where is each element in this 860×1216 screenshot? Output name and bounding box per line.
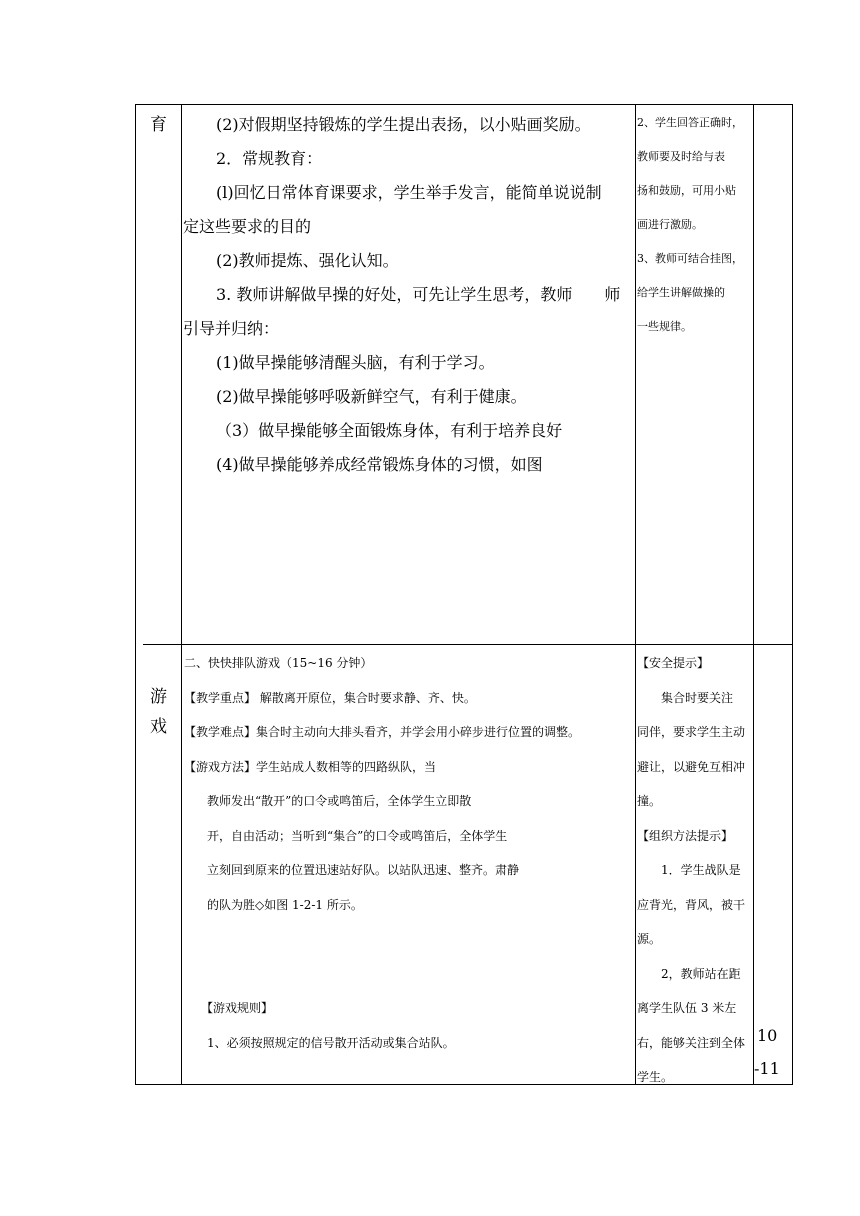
column-divider-content [635, 104, 636, 1085]
section2-line [184, 957, 635, 992]
section1-line: (2)对假期坚持锻炼的学生提出表扬，以小贴画奖励。 [216, 115, 591, 134]
section2-line: 【教学难点】集合时主动向大排头看齐，并学会用小碎步进行位置的调整。 [184, 725, 581, 739]
page-number-top: 10 [757, 1026, 778, 1045]
section2-line: 【游戏方法】学生站成人数相等的四路纵队，当 [184, 759, 437, 774]
section2-line: 【游戏规则】 [201, 1001, 274, 1015]
section2-note-line: 应背光，背风，被干 [637, 897, 746, 912]
section2-line: 教师发出“散开”的口令或鸣笛后，全体学生立即散 [207, 794, 472, 808]
section2-label-line: 戏 [150, 717, 167, 737]
table-right-border [792, 104, 793, 1085]
section1-line: (4)做早操能够养成经常锻炼身体的习惯，如图 [216, 455, 543, 474]
section2-content [184, 646, 635, 1060]
section2-note-line: 1．学生战队是 [661, 863, 741, 877]
section1-notes [637, 106, 753, 344]
section2-note-line: 2，教师站在距 [661, 966, 741, 981]
section2-note-line: 【组织方法提示】 [637, 828, 734, 843]
section1-line: （3）做早操能够全面锻炼身体，有利于培养良好 [216, 421, 563, 440]
section1-note-line: 画进行激励。 [637, 218, 703, 231]
table-left-border [135, 104, 136, 1085]
section1-note-line: 给学生讲解做操的 [637, 286, 725, 299]
section1-line: 3. 教师讲解做早操的好处，可先让学生思考，教师 师 [216, 285, 621, 304]
section1-content [183, 108, 635, 482]
column-divider-notes [753, 104, 754, 1085]
section1-line: (l)回忆日常体育课要求，学生举手发言，能简单说说制 [216, 183, 602, 202]
section1-line: (2)做早操能够呼吸新鲜空气，有利于健康。 [216, 387, 527, 406]
section1-note-line: 一些规律。 [637, 320, 692, 333]
row-divider [143, 644, 793, 645]
section2-line [184, 922, 635, 957]
section2-line: 【教学重点】 解散离开原位，集合时要求静、齐、快。 [184, 690, 476, 705]
section2-line: 的队为胜◇如图 1-2-1 所示。 [207, 897, 363, 912]
section2-line: 立刻回到原来的位置迅速站好队。以站队迅速、整齐。肃静 [207, 863, 520, 877]
section2-notes [637, 646, 753, 1095]
section1-label: 育 [150, 115, 167, 135]
section2-line: 开，自由活动；当听到“集合”的口令或鸣笛后，全体学生 [207, 828, 508, 843]
section2-label [150, 680, 167, 744]
section2-note-line: 学生。 [637, 1070, 674, 1084]
section1-note-line: 2、学生回答正确时， [637, 116, 743, 129]
section2-note-line: 同伴，要求学生主动 [637, 725, 746, 739]
section1-note-line: 扬和鼓励，可用小贴 [637, 184, 736, 197]
section1-note-line: 教师要及时给与表 [637, 150, 725, 163]
column-divider-label [181, 104, 182, 1085]
section2-note-line: 离学生队伍 3 米左 [637, 1001, 737, 1015]
section2-note-line: 【安全提示】 [637, 656, 710, 670]
section1-line: 2．常规教育： [216, 149, 323, 168]
section1-line: 定这些要求的目的 [183, 217, 312, 236]
section1-line: (2)教师提炼、强化认知。 [216, 251, 399, 270]
section2-note-line: 源。 [637, 932, 662, 946]
section1-line: 引导并归纳： [183, 319, 280, 338]
section1-line: (1)做早操能够清醒头脑，有利于学习。 [216, 353, 495, 372]
table-top-border [135, 104, 793, 105]
section2-note-line: 避让，以避免互相冲 [637, 759, 746, 774]
section1-note-line: 3、教师可结合挂图， [637, 252, 743, 265]
section2-note-line: 右，能够关注到全体 [637, 1035, 746, 1050]
section2-line: 二、快快排队游戏（15~16 分钟） [184, 656, 373, 670]
section2-line: 1、必须按照规定的信号散开活动或集合站队。 [207, 1035, 455, 1050]
section2-note-line: 撞。 [637, 794, 662, 808]
section2-note-line: 集合时要关注 [661, 690, 734, 705]
page-number-bottom: -11 [754, 1059, 780, 1078]
section2-label-line: 游 [150, 687, 167, 707]
